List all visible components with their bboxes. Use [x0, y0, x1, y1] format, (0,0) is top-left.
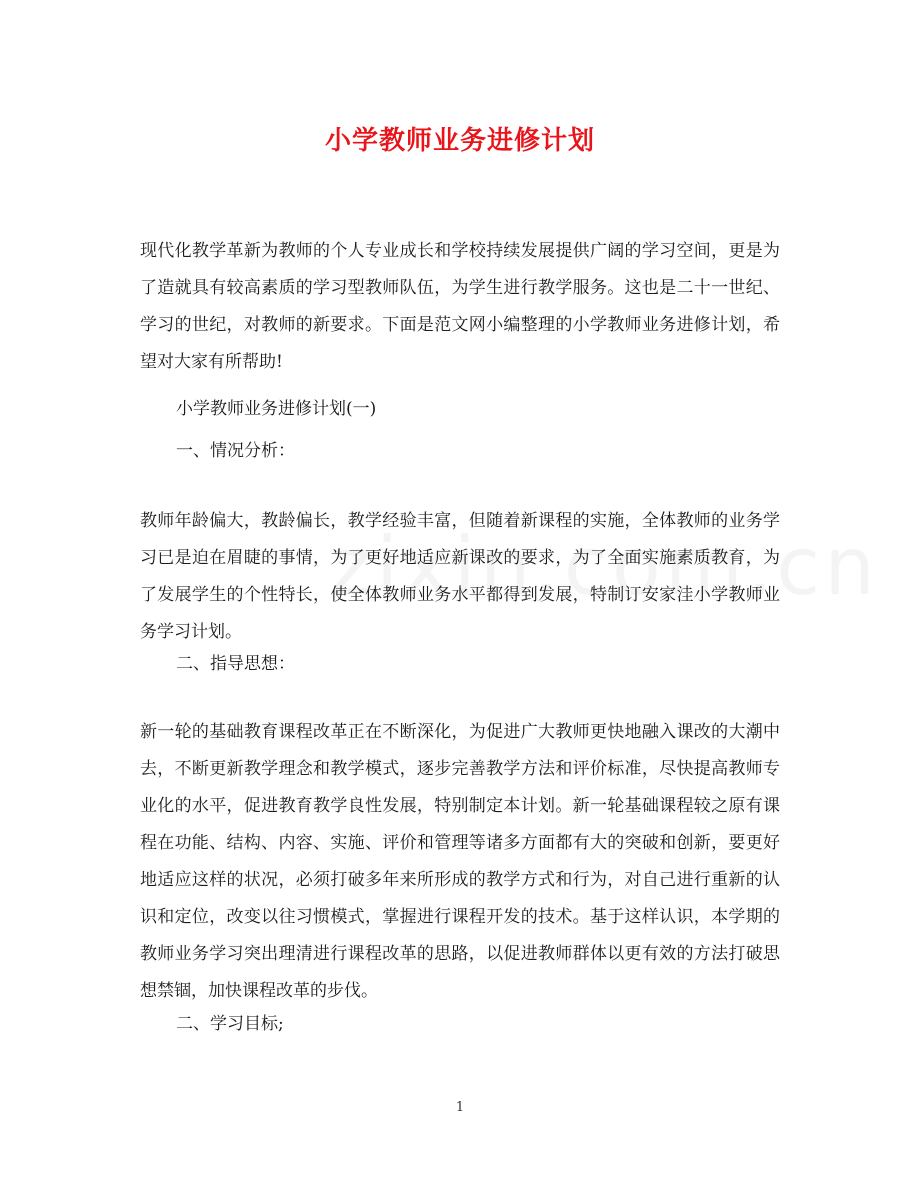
section3-heading: 二、学习目标;	[176, 1014, 284, 1034]
page-number: 1	[455, 1100, 465, 1115]
document-title: 小学教师业务进修计划	[324, 126, 595, 156]
section1-body: 教师年龄偏大，教龄偏长，教学经验丰富，但随着新课程的实施，全体教师的业务学习已是迫在眉睫的事情，为了更好地适应新课改的要求，为了全面实施素质教育，为了发展学生的个性特长，使全体教师业务水平都得到发展，特制订安家洼小学教师业务学习计划。	[140, 511, 780, 642]
section1-heading: 一、情况分析：	[176, 441, 295, 461]
plan-heading: 小学教师业务进修计划(一)	[176, 399, 377, 419]
section2-heading: 二、指导思想：	[176, 654, 295, 674]
intro-paragraph: 现代化教学革新为教师的个人专业成长和学校持续发展提供广阔的学习空间，更是为了造就具有较高素质的学习型教师队伍，为学生进行教学服务。这也是二十一世纪、学习的世纪，对教师的新要求。下面是范文网小编整理的小学教师业务进修计划，希望对大家有所帮助!	[140, 241, 780, 372]
section2-body: 新一轮的基础教育课程改革正在不断深化，为促进广大教师更快地融入课改的大潮中去，不断更新教学理念和教学模式，逐步完善教学方法和评价标准，尽快提高教师专业化的水平，促进教育教学良性发展，特别制定本计划。新一轮基础课程较之原有课程在功能、结构、内容、实施、评价和管理等诸多方面都有大的突破和创新，要更好地适应这样的状况，必须打破多年来所形成的教学方式和行为，对自己进行重新的认识和定位，改变以往习惯模式，掌握进行课程开发的技术。基于这样认识，本学期的教师业务学习突出理清进行课程改革的思路，以促进教师群体以更有效的方法打破思想禁锢，加快课程改革的步伐。	[140, 722, 780, 1001]
